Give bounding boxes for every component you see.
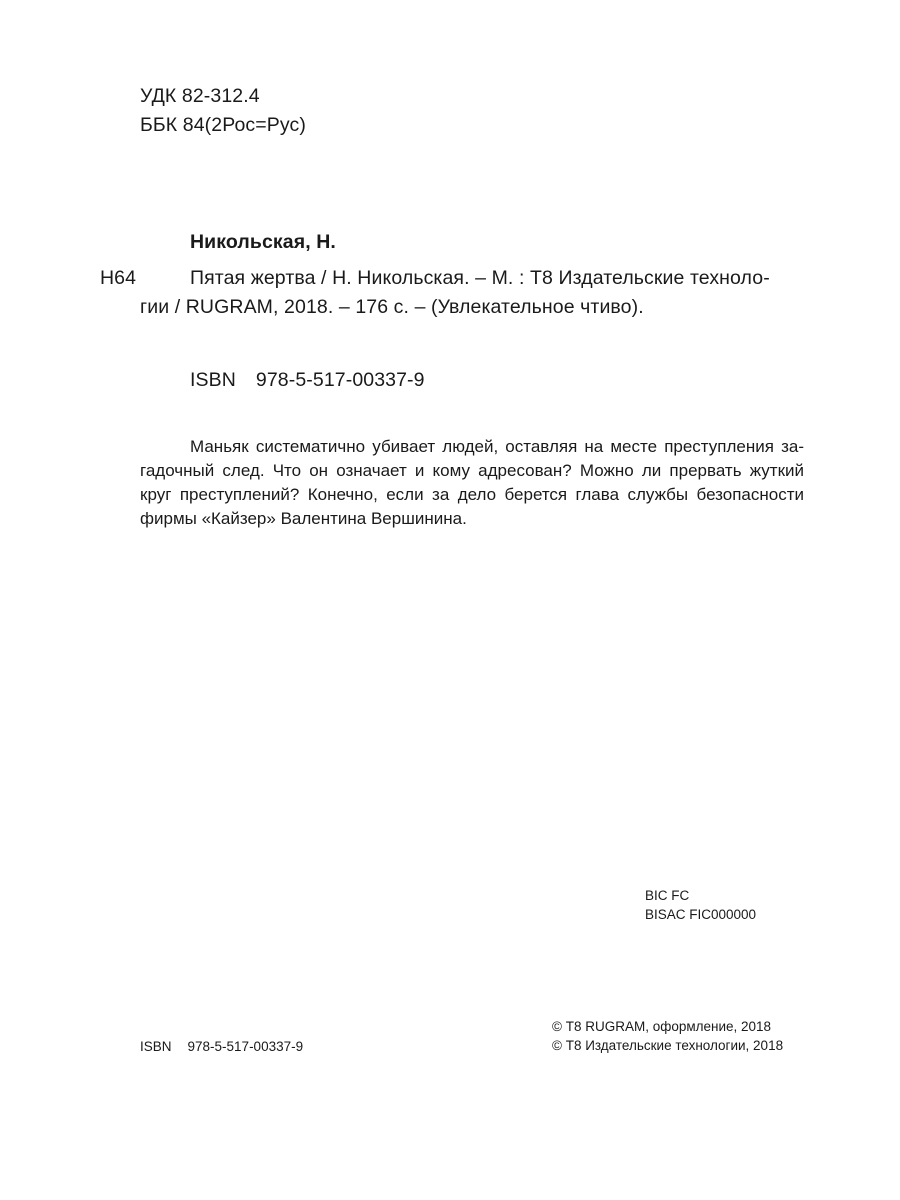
footer-isbn-number: 978-5-517-00337-9 <box>187 1039 304 1054</box>
bbk-code: ББК 84(2Рос=Рус) <box>140 114 306 136</box>
footer-isbn <box>140 1037 303 1056</box>
isbn-block <box>190 366 425 395</box>
annotation-line: Маньяк систематично убивает людей, оставляя на месте преступления за- <box>190 437 804 456</box>
isbn-number: 978-5-517-00337-9 <box>255 369 425 391</box>
annotation <box>140 435 804 531</box>
isbn-label: ISBN <box>190 369 236 391</box>
author-heading: Никольская, Н. <box>190 231 336 253</box>
bisac-code: BISAC FIC000000 <box>645 907 757 922</box>
annotation-line: фирмы «Кайзер» Валентина Вершинина. <box>140 509 467 528</box>
bibliographic-line-2: гии / RUGRAM, 2018. – 176 с. – (Увлекательное чтиво). <box>140 296 644 318</box>
udk-code: УДК 82-312.4 <box>140 85 260 107</box>
copyright-line: © Т8 Издательские технологии, 2018 <box>552 1038 784 1053</box>
bic-code: BIC FC <box>645 888 690 903</box>
annotation-line: круг преступлений? Конечно, если за дело берется глава службы безопасности <box>140 485 804 504</box>
classification-block <box>140 82 306 140</box>
annotation-line: гадочный след. Что он означает и кому адресован? Можно ли прервать жуткий <box>140 461 804 480</box>
subject-codes <box>645 886 756 924</box>
bibliographic-line-1: Пятая жертва / Н. Никольская. – М. : Т8 Издательские техноло- <box>190 267 770 289</box>
copyright-line: © Т8 RUGRAM, оформление, 2018 <box>552 1019 772 1034</box>
footer-isbn-label: ISBN <box>140 1039 172 1054</box>
copyright-block <box>552 1017 783 1055</box>
author-index: Н64 <box>100 267 137 289</box>
